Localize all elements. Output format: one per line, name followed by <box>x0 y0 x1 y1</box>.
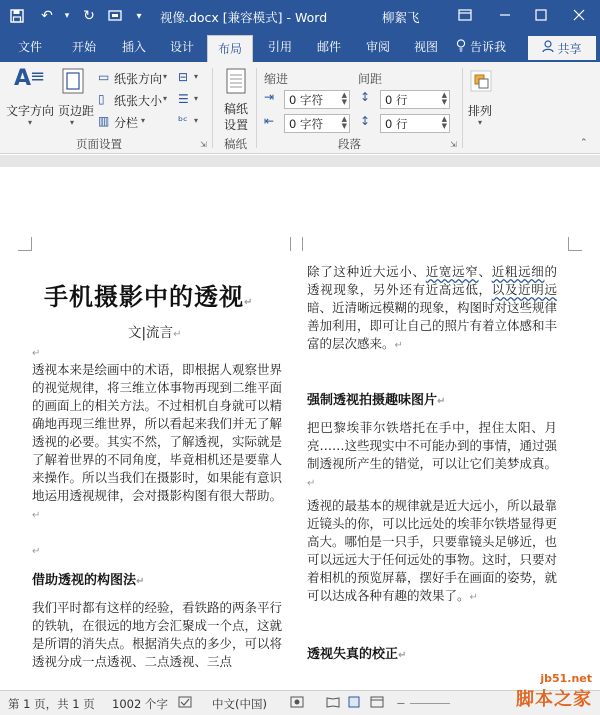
proofing-icon[interactable] <box>178 696 192 711</box>
web-layout-icon[interactable] <box>370 696 384 711</box>
spinner-arrows-icon[interactable]: ▲ ▼ <box>341 91 347 106</box>
body-paragraph-text: 把巴黎埃菲尔铁塔托在手中，捏住太阳、月亮……这些现实中不可能办到的事情，通过强制透视所产生的错觉，可以让它们美梦成真。 <box>307 420 558 471</box>
indent-right-input[interactable] <box>284 114 350 133</box>
ribbon-tabs <box>0 32 600 62</box>
body-paragraph[interactable] <box>307 419 557 493</box>
paragraph-mark: ↵ <box>32 546 41 557</box>
tab-file[interactable]: 文件 <box>18 40 43 54</box>
indent-left-value: 0 字符 <box>289 93 323 107</box>
tell-me-label: 告诉我 <box>470 40 507 54</box>
body-paragraph-text: 、 <box>478 264 492 279</box>
size-icon: ▯ <box>98 92 105 106</box>
spinner-arrows-icon[interactable]: ▲ ▼ <box>441 91 447 106</box>
hyphenation-dropdown-icon[interactable]: ▾ <box>194 116 199 125</box>
document-heading[interactable] <box>44 277 253 312</box>
hyphenation-icon[interactable]: ᵇᶜ <box>178 114 188 128</box>
body-paragraph-text: 我们平时都有这样的经验，看铁路的两条平行的铁轨，在很远的地方会汇聚成一个点，这就是所谓的消失点。根据消失点的多少，可以将透视分成一点透视、二点透视、三点 <box>32 600 283 669</box>
redo-icon[interactable]: ↻ <box>83 8 95 24</box>
spelling-flagged-text[interactable]: 近宽远窄 <box>425 264 479 279</box>
document-author[interactable] <box>128 321 181 341</box>
draft-paper-button-line1[interactable]: 稿纸 <box>224 102 249 116</box>
paragraph-mark: ↵ <box>469 592 478 603</box>
body-paragraph-text: 暗、近清晰远模糊的现象，构图时对这些规律善加利用，即可让自己的照片有着立体感和丰富的层次感来。 <box>307 300 558 351</box>
breaks-icon[interactable]: ⊟ <box>178 70 189 84</box>
draft-paper-button-line2[interactable]: 设置 <box>224 118 249 132</box>
tab-layout[interactable]: 布局 <box>207 35 253 62</box>
page-count[interactable]: 第 1 页，共 1 页 <box>8 697 95 711</box>
group-divider <box>462 68 463 148</box>
ribbon-display-icon[interactable] <box>450 4 480 26</box>
orientation-button[interactable]: 纸张方向 <box>114 72 163 86</box>
language-status[interactable]: 中文(中国) <box>212 697 267 711</box>
tell-me-box[interactable] <box>456 38 506 55</box>
line-numbers-icon[interactable]: ☰ <box>178 92 189 106</box>
indent-right-icon: ⇤ <box>264 114 275 128</box>
person-icon <box>542 40 554 56</box>
page-setup-launcher-icon[interactable]: ⇲ <box>200 140 207 149</box>
columns-button[interactable]: 分栏 <box>114 116 139 130</box>
maximize-icon[interactable] <box>526 4 556 26</box>
orientation-icon: ▭ <box>98 70 110 84</box>
section-heading-text: 借助透视的构图法 <box>32 573 137 588</box>
lightbulb-icon <box>456 39 466 55</box>
save-icon[interactable] <box>6 6 28 26</box>
margins-dropdown-icon[interactable]: ▾ <box>70 118 75 127</box>
tab-insert[interactable]: 插入 <box>122 40 147 54</box>
spacing-after-value: 0 行 <box>385 117 408 131</box>
orientation-dropdown-icon[interactable]: ▾ <box>163 72 168 81</box>
page-setup-group-label: 页面设置 <box>76 137 122 151</box>
crop-mark <box>18 237 32 251</box>
paragraph-launcher-icon[interactable]: ⇲ <box>450 140 457 149</box>
tab-design[interactable]: 设计 <box>170 40 195 54</box>
text-direction-button[interactable]: 文字方向 <box>6 104 55 118</box>
spinner-arrows-icon[interactable]: ▲ ▼ <box>441 115 447 130</box>
touch-mode-icon[interactable] <box>104 6 126 26</box>
body-paragraph[interactable] <box>32 599 282 671</box>
arrange-icon[interactable] <box>470 70 492 95</box>
user-name[interactable]: 柳絮飞 <box>382 10 420 25</box>
status-bar <box>0 690 600 715</box>
document-title: 视像.docx [兼容模式] - Word <box>160 10 328 25</box>
section-heading[interactable] <box>307 643 406 662</box>
word-count[interactable]: 1002 个字 <box>112 697 168 711</box>
tab-mailings[interactable]: 邮件 <box>317 40 342 54</box>
crop-mark <box>568 237 582 251</box>
undo-dropdown-icon[interactable]: ▾ <box>64 11 70 21</box>
indent-left-input[interactable] <box>284 90 350 109</box>
arrange-dropdown-icon[interactable]: ▾ <box>478 118 483 127</box>
macro-record-icon[interactable] <box>290 696 304 711</box>
body-paragraph[interactable] <box>307 497 557 607</box>
body-paragraph-text: 透视本来是绘画中的术语，即根据人观察世界的视觉规律，将三维立体事物再现到二维平面的画面上的相关方法。不过相机自身就可以精确地再现三维世界，所以看起来我们并无了解透视的必要。其实不然，了解透视，实际就是了解着世界的不同角度，毕竟相机还是要靠人来操作。所以当我们在摄影时，如果能有意识地运用透视规律，会对摄影构图有很大帮助。 <box>32 362 283 503</box>
paragraph-mark: ↵ <box>307 478 316 489</box>
size-dropdown-icon[interactable]: ▾ <box>163 94 168 103</box>
print-layout-icon[interactable] <box>348 696 360 711</box>
body-paragraph[interactable] <box>32 361 282 525</box>
section-heading-text: 强制透视拍摄趣味图片 <box>307 393 438 408</box>
spacing-after-icon: ↕ <box>360 114 371 128</box>
share-label: 共享 <box>557 41 582 56</box>
body-paragraph-text: 除了这种近大远小、 <box>307 264 426 279</box>
arrange-button[interactable]: 排列 <box>468 104 493 118</box>
group-divider <box>256 68 257 148</box>
columns-dropdown-icon[interactable]: ▾ <box>141 116 146 125</box>
zoom-out-icon[interactable]: − <box>396 696 406 710</box>
section-heading-text: 透视失真的校正 <box>307 647 399 662</box>
tab-review[interactable]: 审阅 <box>366 40 391 54</box>
text-direction-lines-icon: ≡ <box>30 66 46 87</box>
zoom-slider[interactable] <box>410 703 450 704</box>
crop-mark <box>290 237 291 251</box>
crop-mark <box>302 237 303 251</box>
indent-right-value: 0 字符 <box>289 117 323 131</box>
spacing-label: 间距 <box>358 72 383 86</box>
spacing-before-value: 0 行 <box>385 93 408 107</box>
spelling-flagged-text[interactable]: 近粗远细 <box>491 264 545 279</box>
spacing-before-input[interactable] <box>380 90 450 109</box>
paragraph-mark: ↵ <box>394 340 403 351</box>
indent-label: 缩进 <box>264 72 289 86</box>
read-mode-icon[interactable] <box>326 696 340 711</box>
indent-left-icon: ⇥ <box>264 90 275 104</box>
draft-group-label: 稿纸 <box>224 137 247 151</box>
margins-icon[interactable] <box>62 68 84 97</box>
spacing-before-icon: ↕ <box>360 90 371 104</box>
site-watermark <box>516 672 592 711</box>
text-direction-icon[interactable]: A <box>14 66 32 91</box>
paragraph-mark: ↵ <box>437 396 446 407</box>
undo-icon[interactable]: ↶ <box>41 8 53 24</box>
minimize-icon[interactable] <box>490 4 520 26</box>
group-divider <box>212 68 213 148</box>
title-bar <box>0 0 600 32</box>
collapse-ribbon-icon[interactable]: ⌃ <box>580 138 588 148</box>
close-icon[interactable] <box>564 4 594 26</box>
document-heading-text: 手机摄影中的透视 <box>44 283 244 311</box>
spinner-arrows-icon[interactable]: ▲ ▼ <box>341 115 347 130</box>
tab-view[interactable]: 视图 <box>414 40 439 54</box>
paragraph-mark: ↵ <box>173 329 182 340</box>
watermark-name: 脚本之家 <box>516 689 592 710</box>
customize-toolbar-icon[interactable]: ▾ <box>136 10 142 22</box>
tab-home[interactable]: 开始 <box>72 40 97 54</box>
paragraph-mark: ↵ <box>244 297 254 308</box>
document-page[interactable] <box>0 167 600 690</box>
paragraph-group-label: 段落 <box>338 137 361 151</box>
columns-icon: ▥ <box>98 114 110 128</box>
draft-paper-icon[interactable] <box>226 68 246 97</box>
section-heading[interactable] <box>307 389 445 408</box>
paragraph-mark: ↵ <box>32 510 41 521</box>
text-direction-dropdown-icon[interactable]: ▾ <box>28 118 33 127</box>
breaks-dropdown-icon[interactable]: ▾ <box>194 72 199 81</box>
spacing-after-input[interactable] <box>380 114 450 133</box>
watermark-site: jb51.net <box>540 672 592 685</box>
spelling-flagged-text[interactable]: 以及近明远 <box>491 282 557 297</box>
body-paragraph[interactable] <box>307 263 557 355</box>
document-area <box>0 155 600 690</box>
share-button[interactable] <box>528 36 596 60</box>
document-author-text: 文|流言 <box>128 325 174 341</box>
section-heading[interactable] <box>32 569 144 588</box>
tab-references[interactable]: 引用 <box>268 40 293 54</box>
paragraph-mark: ↵ <box>136 576 145 587</box>
ribbon <box>0 62 600 154</box>
line-numbers-dropdown-icon[interactable]: ▾ <box>194 94 199 103</box>
margins-button[interactable]: 页边距 <box>58 104 95 118</box>
paragraph-mark: ↵ <box>398 650 407 661</box>
paragraph-mark: ↵ <box>32 348 41 359</box>
body-paragraph-text: 透视的最基本的规律就是近大远小，所以最靠近镜头的你，可以比远处的埃菲尔铁塔显得更高大。哪怕是一只手，只要靠镜头足够近，也可以远远大于任何远处的事物。这时，只要对着相机的预览屏幕，摆好手在画面的姿势，就可以达成各种有趣的效果了。 <box>307 498 558 603</box>
body-paragraph-text: 的透视现象，另外还有近高远低， <box>307 264 557 297</box>
size-button[interactable]: 纸张大小 <box>114 94 163 108</box>
